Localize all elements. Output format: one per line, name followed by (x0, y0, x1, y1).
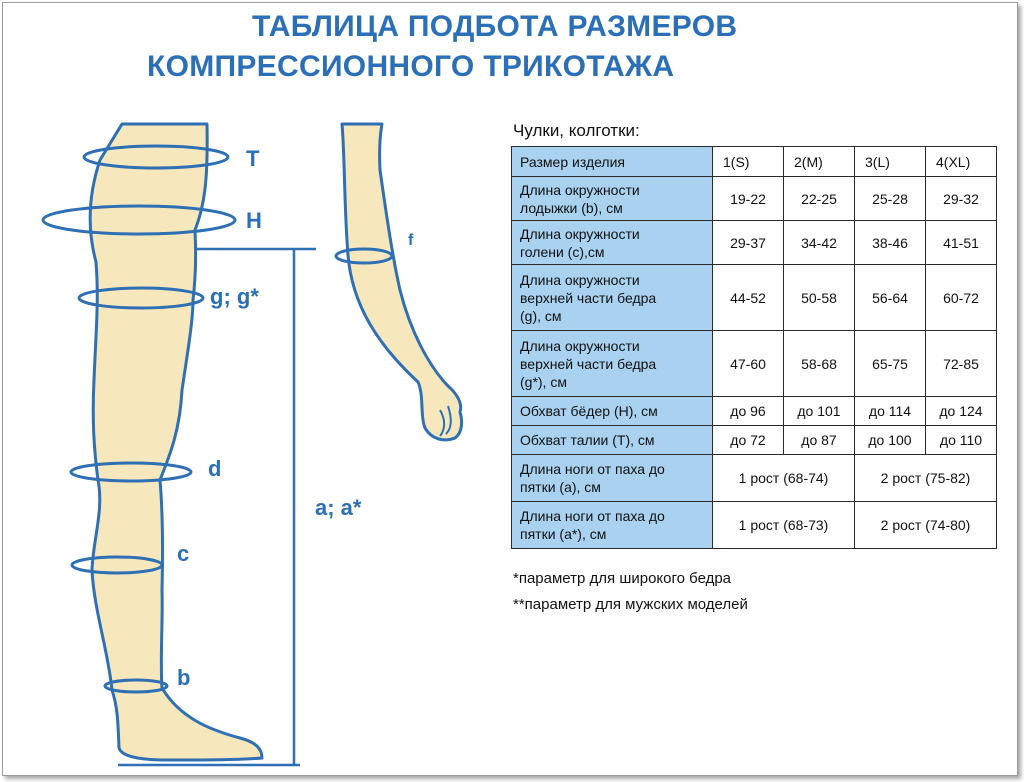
size-header-cell: 2(M) (784, 147, 855, 177)
param-line: Длина ноги от паха до (520, 508, 665, 524)
param-cell (512, 331, 713, 397)
label-g: g; g* (210, 284, 259, 309)
param-line: Длина ноги от паха до (520, 461, 665, 477)
value-cell: 58-68 (784, 331, 855, 397)
value-cell: 60-72 (926, 265, 997, 331)
param-line: Обхват бёдер (H), см (520, 403, 658, 419)
param-line: Длина окружности (520, 181, 640, 198)
title-line-2: КОМПРЕССИОННОГО ТРИКОТАЖА (147, 50, 675, 83)
value-cell: 29-37 (713, 221, 784, 265)
label-H: H (246, 208, 262, 233)
label-d: d (208, 456, 222, 481)
table-row (512, 397, 997, 426)
table-row (512, 502, 997, 549)
header-param-cell: Размер изделия (512, 147, 713, 177)
param-line: голени (c),см (520, 243, 605, 260)
value-cell: 65-75 (855, 331, 926, 397)
label-c: c (177, 541, 190, 566)
value-cell: до 72 (713, 426, 784, 455)
size-header-cell: 4(XL) (926, 147, 997, 177)
table-header-row (512, 147, 997, 177)
label-T: T (246, 146, 260, 171)
note-male-models: **параметр для мужских моделей (513, 596, 748, 613)
size-header-cell: 1(S) (713, 147, 784, 177)
value-cell: 19-22 (713, 177, 784, 221)
value-cell: 1 рост (68-74) (713, 455, 855, 502)
table-row (512, 455, 997, 502)
table-row (512, 177, 997, 221)
param-cell (512, 397, 713, 426)
param-cell (512, 221, 713, 265)
arm-silhouette (342, 124, 462, 440)
value-cell: 72-85 (926, 331, 997, 397)
table-row (512, 331, 997, 397)
value-cell: 2 рост (75-82) (855, 455, 997, 502)
label-f: f (408, 232, 414, 249)
label-a: a; a* (315, 495, 362, 520)
value-cell: 29-32 (926, 177, 997, 221)
value-cell: 1 рост (68-73) (713, 502, 855, 549)
value-cell: 38-46 (855, 221, 926, 265)
param-line: (g), см (520, 307, 562, 324)
param-line: (g*), см (520, 373, 567, 390)
param-cell (512, 177, 713, 221)
value-cell: до 114 (855, 397, 926, 426)
value-cell: до 87 (784, 426, 855, 455)
label-b: b (177, 665, 191, 690)
param-line: пятки (a), см (520, 479, 601, 495)
title-line-1: ТАБЛИЦА ПОДБОТА РАЗМЕРОВ (252, 10, 738, 43)
param-line: верхней части бедра (520, 355, 657, 372)
value-cell: 44-52 (713, 265, 784, 331)
param-line: Длина окружности (520, 225, 640, 242)
value-cell: 50-58 (784, 265, 855, 331)
param-line: пятки (a*), см (520, 526, 607, 542)
value-cell: 56-64 (855, 265, 926, 331)
param-line: Длина окружности (520, 337, 640, 354)
value-cell: до 96 (713, 397, 784, 426)
param-line: Обхват талии (T), см (520, 432, 655, 448)
param-line: Длина окружности (520, 271, 640, 288)
note-wide-thigh: *параметр для широкого бедра (513, 570, 732, 587)
table-caption: Чулки, колготки: (513, 121, 640, 140)
table-row (512, 221, 997, 265)
value-cell: до 101 (784, 397, 855, 426)
param-cell (512, 455, 713, 502)
value-cell: 22-25 (784, 177, 855, 221)
value-cell: 25-28 (855, 177, 926, 221)
value-cell: до 124 (926, 397, 997, 426)
size-table (511, 146, 997, 549)
value-cell: 47-60 (713, 331, 784, 397)
param-cell (512, 265, 713, 331)
size-header-cell: 3(L) (855, 147, 926, 177)
param-line: лодыжки (b), см (520, 199, 623, 216)
value-cell: 41-51 (926, 221, 997, 265)
param-cell (512, 426, 713, 455)
table-row (512, 426, 997, 455)
value-cell: 34-42 (784, 221, 855, 265)
value-cell: до 100 (855, 426, 926, 455)
table-row (512, 265, 997, 331)
param-cell (512, 502, 713, 549)
value-cell: до 110 (926, 426, 997, 455)
param-line: верхней части бедра (520, 289, 657, 306)
value-cell: 2 рост (74-80) (855, 502, 997, 549)
